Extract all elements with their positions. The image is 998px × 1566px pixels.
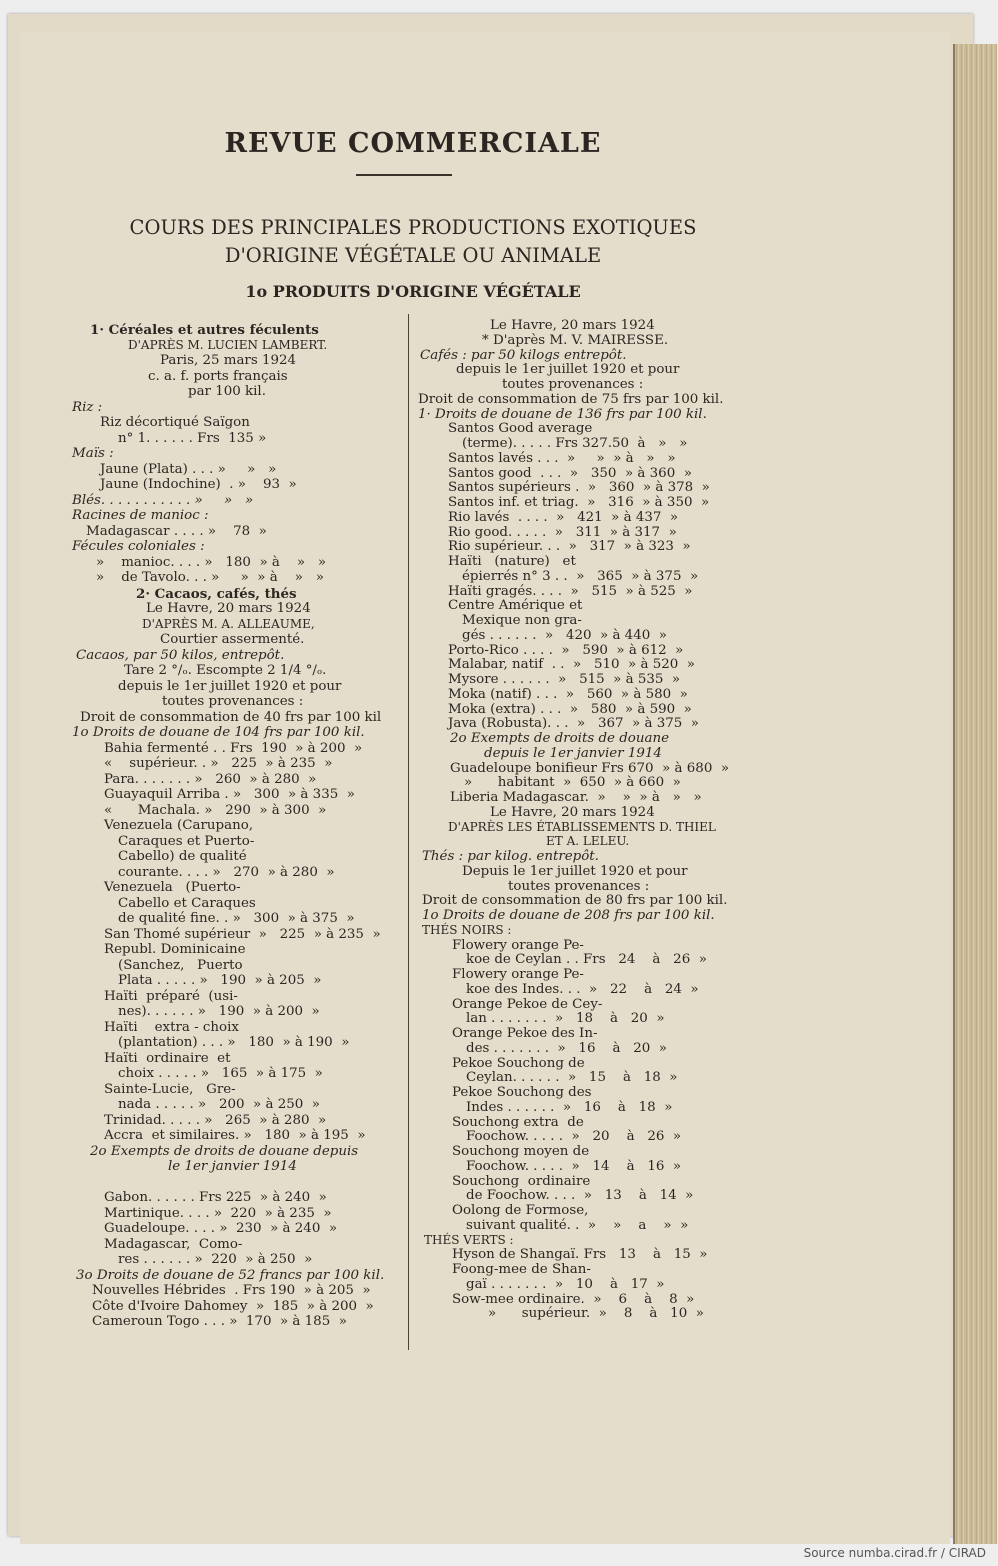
left-column-line: Haïti extra - choix [104, 1019, 239, 1035]
left-column-line: Plata . . . . . » 190 » à 205 » [118, 973, 322, 988]
left-column-line: nada . . . . . » 200 » à 250 » [118, 1097, 320, 1112]
right-column-line: gaï . . . . . . . » 10 à 17 » [466, 1276, 665, 1292]
left-column-line: depuis le 1er juillet 1920 et pour [118, 678, 342, 694]
right-column-line: 2o Exempts de droits de douane [450, 731, 669, 746]
right-column-line: Droit de consommation de 80 frs par 100 kil. [422, 893, 728, 909]
left-column-line: » manioc. . . . » 180 » à » » [96, 554, 327, 570]
right-column-line: épierrés n° 3 . . » 365 » à 375 » [462, 568, 699, 584]
left-column-line: Blés. . . . . . . . . . . » » » [72, 492, 254, 508]
left-column-line: Cameroun Togo . . . » 170 » à 185 » [92, 1314, 347, 1329]
left-column-line: « Machala. » 290 » à 300 » [104, 802, 327, 818]
right-column-line: des . . . . . . . » 16 à 20 » [466, 1040, 667, 1056]
left-column-line: par 100 kil. [188, 384, 266, 399]
right-column-line: Porto-Rico . . . . » 590 » à 612 » [448, 642, 684, 658]
right-column-line: Souchong moyen de [452, 1144, 590, 1159]
left-column-line: Nouvelles Hébrides . Frs 190 » à 205 » [92, 1283, 371, 1298]
left-column-line: courante. . . . » 270 » à 280 » [118, 864, 335, 880]
right-column-line: » habitant » 650 » à 660 » [464, 775, 681, 791]
left-column-line: res . . . . . . » 220 » à 250 » [118, 1252, 313, 1267]
right-column-line: Indes . . . . . . » 16 à 18 » [466, 1099, 673, 1115]
right-column-line: Santos lavés . . . » » » à » » [448, 450, 676, 466]
left-column-line: Jaune (Plata) . . . » » » [100, 461, 277, 477]
left-column-line: Para. . . . . . . » 260 » à 280 » [104, 771, 317, 787]
right-column-line: 1o Droits de douane de 208 frs par 100 kil. [422, 908, 715, 923]
right-column-line: Rio good. . . . . » 311 » à 317 » [448, 524, 677, 540]
left-column-line: Martinique. . . . » 220 » à 235 » [104, 1205, 332, 1221]
right-column-line: Depuis le 1er juillet 1920 et pour [462, 863, 688, 879]
right-column-line: Oolong de Formose, [452, 1203, 589, 1218]
right-column-line: 1· Droits de douane de 136 frs par 100 kil. [418, 406, 707, 422]
right-column-line: Thés : par kilog. entrepôt. [422, 849, 599, 864]
left-column-line: D'APRÈS M. A. ALLEAUME, [142, 616, 315, 631]
left-column-line: 2· Cacaos, cafés, thés [136, 585, 297, 602]
page-title: REVUE COMMERCIALE [224, 128, 602, 159]
right-column-line: Moka (extra) . . . » 580 » à 590 » [448, 701, 692, 717]
left-column-line: Bahia fermenté . . Frs 190 » à 200 » [104, 740, 363, 756]
left-column-line: Gabon. . . . . . Frs 225 » à 240 » [104, 1190, 327, 1205]
right-column-line: Java (Robusta). . . » 367 » à 375 » [448, 716, 699, 732]
right-column-line: Droit de consommation de 75 frs par 100 kil. [418, 391, 724, 407]
right-column-line: Malabar, natif . . » 510 » à 520 » [448, 657, 695, 673]
left-column-line: Droit de consommation de 40 frs par 100 kil [80, 709, 382, 725]
right-column-line: Hyson de Shangaï. Frs 13 à 15 » [452, 1247, 708, 1263]
right-column-line: Haïti (nature) et [448, 554, 576, 569]
right-column-line: Foochow. . . . . » 14 à 16 » [466, 1158, 682, 1174]
page-edges [953, 44, 997, 1544]
right-column-line: depuis le 1er juillet 1920 et pour [456, 362, 680, 378]
right-column-line: » supérieur. » 8 à 10 » [488, 1306, 704, 1322]
left-column-line: Madagascar, Como- [104, 1236, 243, 1252]
left-column-line: D'APRÈS M. LUCIEN LAMBERT. [128, 337, 328, 352]
left-column-line: (plantation) . . . » 180 » à 190 » [118, 1035, 350, 1050]
left-column-line: le 1er janvier 1914 [168, 1159, 297, 1174]
section-heading: 1o PRODUITS D'ORIGINE VÉGÉTALE [245, 282, 581, 301]
left-column-line: Riz décortiqué Saïgon [100, 415, 250, 430]
right-column-line: Mexique non gra- [462, 613, 582, 628]
left-column-line: Riz : [72, 399, 103, 415]
left-column-line: San Thomé supérieur » 225 » à 235 » [104, 926, 381, 942]
right-column-line: Santos good . . . » 350 » à 360 » [448, 465, 692, 481]
right-column-line: Ceylan. . . . . . » 15 à 18 » [466, 1070, 678, 1086]
right-column-line: Haïti gragés. . . . » 515 » à 525 » [448, 583, 693, 599]
book [8, 14, 973, 1536]
left-column-line: choix . . . . . » 165 » à 175 » [118, 1066, 323, 1081]
left-column-line: toutes provenances : [162, 694, 304, 709]
right-column-line: toutes provenances : [502, 377, 644, 392]
right-column-line: Flowery orange Pe- [452, 967, 584, 982]
right-column-line: Santos inf. et triag. » 316 » à 350 » [448, 495, 710, 510]
right-column-line: Pekoe Souchong de [452, 1055, 585, 1071]
right-column-line: * D'après M. V. MAIRESSE. [482, 332, 669, 348]
right-column-line: toutes provenances : [508, 878, 650, 894]
left-column-line: Haïti ordinaire et [104, 1050, 231, 1066]
left-column-line: Haïti préparé (usi- [104, 988, 238, 1004]
right-column-line: Souchong ordinaire [452, 1173, 591, 1189]
right-column-line: Santos Good average [448, 421, 593, 437]
left-column-line: Guayaquil Arriba . » 300 » à 335 » [104, 787, 355, 802]
right-column-line: Moka (natif) . . . » 560 » à 580 » [448, 686, 688, 702]
right-column-line: lan . . . . . . . » 18 à 20 » [466, 1011, 665, 1027]
left-column-line: 1o Droits de douane de 104 frs par 100 kil. [72, 725, 365, 740]
right-column-line: Centre Amérique et [448, 598, 583, 614]
source-credit: Source numba.cirad.fr / CIRAD [803, 1546, 986, 1560]
left-column-line: n° 1. . . . . . Frs 135 » [118, 430, 267, 446]
right-column-line: Mysore . . . . . . » 515 » à 535 » [448, 672, 681, 687]
left-column-line: Paris, 25 mars 1924 [160, 353, 297, 368]
left-column-line: Caraques et Puerto- [118, 833, 255, 849]
left-column-line: de qualité fine. . » 300 » à 375 » [118, 911, 355, 926]
right-column-line: de Foochow. . . . » 13 à 14 » [466, 1188, 694, 1204]
right-column-line: Le Havre, 20 mars 1924 [490, 804, 655, 820]
right-column-line: koe de Ceylan . . Frs 24 à 26 » [466, 952, 707, 968]
right-column-line: gés . . . . . . » 420 » à 440 » [462, 627, 667, 643]
left-column-line: » de Tavolo. . . » » » à » » [96, 570, 324, 585]
right-column-line: THÉS VERTS : [424, 1232, 514, 1247]
left-column-line: 3o Droits de douane de 52 francs par 100 kil. [76, 1267, 385, 1283]
right-column-line: Orange Pekoe de Cey- [452, 996, 603, 1012]
left-column-line: « supérieur. . » 225 » à 235 » [104, 756, 333, 771]
right-column-line: ET A. LELEU. [546, 834, 630, 849]
left-column-line: 1· Céréales et autres féculents [90, 322, 319, 338]
right-column-line: Orange Pekoe des In- [452, 1026, 598, 1041]
left-column-line: Côte d'Ivoire Dahomey » 185 » à 200 » [92, 1298, 374, 1314]
left-column-line: 2o Exempts de droits de douane depuis [90, 1143, 359, 1159]
subtitle-line-2: D'ORIGINE VÉGÉTALE OU ANIMALE [224, 244, 602, 267]
left-column-line: Guadeloupe. . . . » 230 » à 240 » [104, 1221, 338, 1236]
left-column-line: Racines de manioc : [72, 508, 209, 523]
left-column-line: Trinidad. . . . . » 265 » à 280 » [104, 1112, 327, 1128]
left-column-line: Venezuela (Puerto- [104, 880, 241, 895]
right-column-line: THÉS NOIRS : [422, 922, 512, 937]
left-column-line: Republ. Dominicaine [104, 942, 246, 957]
right-column-line: Cafés : par 50 kilogs entrepôt. [420, 347, 627, 363]
left-column-line: Cabello) de qualité [118, 849, 247, 864]
left-column-line: Cabello et Caraques [118, 895, 256, 911]
right-column-line: koe des Indes. . . » 22 à 24 » [466, 981, 699, 997]
right-column-line: Pekoe Souchong des [452, 1085, 592, 1100]
left-column-line: Cacaos, par 50 kilos, entrepôt. [76, 647, 285, 663]
left-column-line: Fécules coloniales : [72, 539, 205, 554]
left-column-line: Sainte-Lucie, Gre- [104, 1081, 236, 1097]
subtitle-line-1: COURS DES PRINCIPALES PRODUCTIONS EXOTIQUES [129, 216, 697, 239]
right-column-line: depuis le 1er janvier 1914 [484, 745, 662, 761]
right-column-line: Rio lavés . . . . » 421 » à 437 » [448, 509, 679, 525]
right-column-line: Rio supérieur. . . » 317 » à 323 » [448, 539, 691, 555]
left-column-line: Le Havre, 20 mars 1924 [146, 601, 311, 616]
left-column-line: Accra et similaires. » 180 » à 195 » [104, 1128, 366, 1143]
left-column-line: Maïs : [72, 446, 114, 461]
right-column-line: Santos supérieurs . » 360 » à 378 » [448, 480, 710, 496]
left-column-line: Jaune (Indochine) . » 93 » [100, 477, 297, 492]
left-column-line: nes). . . . . . » 190 » à 200 » [118, 1004, 320, 1019]
right-column-line: Liberia Madagascar. » » » à » » [450, 790, 702, 805]
right-column-line: Souchong extra de [452, 1114, 584, 1130]
left-column-line: c. a. f. ports français [148, 368, 288, 384]
right-column-line: Foochow. . . . . » 20 à 26 » [466, 1129, 682, 1145]
left-column-line: (Sanchez, Puerto [118, 957, 243, 973]
column-divider [408, 314, 409, 1350]
left-column-line: Madagascar . . . . » 78 » [86, 523, 267, 539]
right-column-line: Le Havre, 20 mars 1924 [490, 318, 655, 333]
right-column-line: Sow-mee ordinaire. » 6 à 8 » [452, 1291, 695, 1307]
right-column-line: Foong-mee de Shan- [452, 1262, 591, 1277]
right-column-line: (terme). . . . . Frs 327.50 à » » [462, 436, 688, 451]
right-column-line: Guadeloupe bonifieur Frs 670 » à 680 » [450, 760, 730, 776]
title-rule [356, 174, 452, 176]
right-column-line: Flowery orange Pe- [452, 937, 584, 953]
left-column-line: Courtier assermenté. [160, 632, 305, 647]
left-column-line: Venezuela (Carupano, [104, 818, 254, 833]
right-column-line: D'APRÈS LES ÉTABLISSEMENTS D. THIEL [448, 819, 716, 834]
page [20, 32, 950, 1544]
left-column-line: Tare 2 °/ₒ. Escompte 2 1/4 °/ₒ. [124, 663, 327, 678]
right-column-line: suivant qualité. . » » a » » [466, 1217, 689, 1233]
